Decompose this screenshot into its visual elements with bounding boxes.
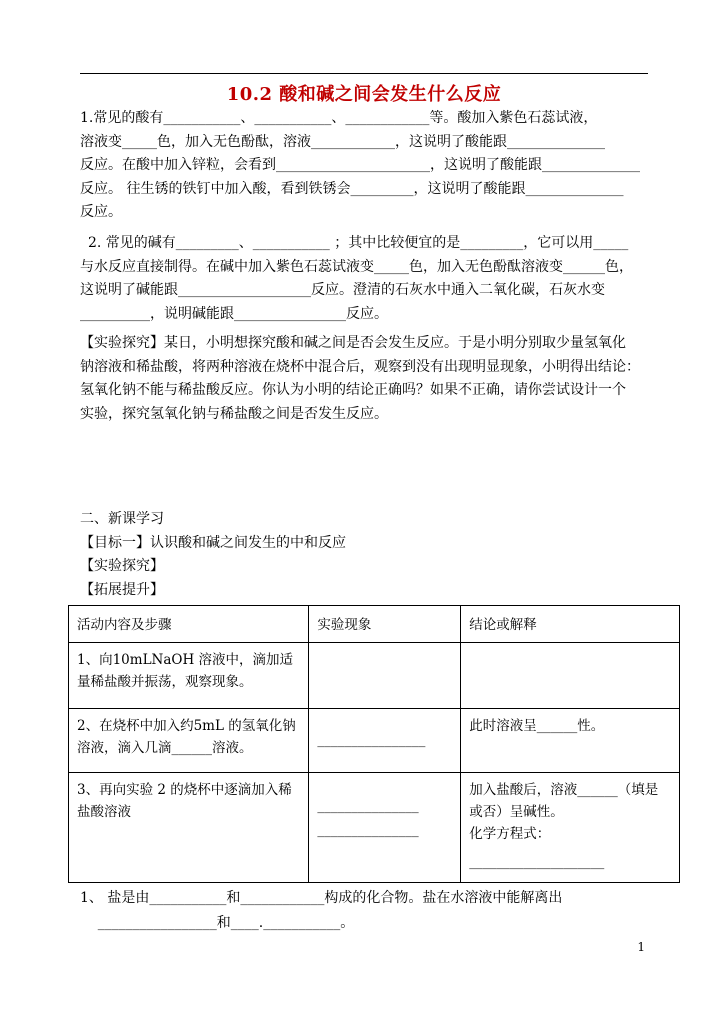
table-header-row <box>69 606 680 643</box>
salt-line-1: 1、 盐是由___________和____________构成的化合物。盐在水溶液中能解离出 <box>80 890 563 906</box>
inquiry-line-4: 实验，探究氢氧化钠与稀盐酸之间是否发生反应。 <box>80 405 388 422</box>
q1-line-4: 反应。 往生锈的铁钉中加入酸，看到铁锈会_________，这说明了酸能跟______________ <box>80 180 624 197</box>
header-rule <box>80 73 648 74</box>
row3-conclusion <box>461 773 680 883</box>
q1-line-2: 溶液变_____色，加入无色酚酞，溶液____________，这说明了酸能跟______________ <box>80 133 605 150</box>
experiment-table <box>68 605 680 883</box>
page-number: 1 <box>637 940 645 954</box>
table-row <box>69 643 680 709</box>
q1-line-5: 反应。 <box>80 204 122 220</box>
row3-phenomenon-blank-1: _______________ <box>317 798 419 814</box>
header-phenomenon: 实验现象 <box>309 606 461 643</box>
goal-one: 【目标一】认识酸和碱之间发生的中和反应 <box>80 534 346 551</box>
q1-line-3: 反应。在酸中加入锌粒，会看到______________________，这说明了酸能跟______________ <box>80 157 640 173</box>
q2-line-2: 与水反应直接制得。在碱中加入紫色石蕊试液变_____色，加入无色酚酞溶液变______色， <box>80 258 633 275</box>
row3-equation-label: 化学方程式： <box>469 826 551 842</box>
inquiry-line-2: 钠溶液和稀盐酸，将两种溶液在烧杯中混合后，观察到没有出现明显现象，小明得出结论： <box>80 358 640 375</box>
row3-equation-blank: ____________________ <box>469 854 605 870</box>
extend-improve: 【拓展提升】 <box>80 581 164 598</box>
salt-question <box>80 886 562 936</box>
experiment-inquiry <box>80 332 655 426</box>
page-title: 10.2 酸和碱之间会发生什么反应 <box>226 84 502 105</box>
row1-phenomenon <box>309 643 461 709</box>
row2-conclusion: 此时溶液呈______性。 <box>461 709 680 773</box>
section-heading: 二、新课学习 <box>80 511 164 527</box>
row2-phenomenon-blank: ________________ <box>317 732 426 748</box>
inquiry-line-1: 【实验探究】某日，小明想探究酸和碱之间是否会发生反应。于是小明分别取少量氢氧化 <box>80 335 626 351</box>
row3-phenomenon <box>309 773 461 883</box>
new-lesson-section <box>80 508 346 602</box>
question-1 <box>80 107 655 225</box>
row2-step: 2、在烧杯中加入约5mL 的氢氧化钠溶液，滴入几滴______溶液。 <box>69 709 309 773</box>
row2-phenomenon <box>309 709 461 773</box>
table-row <box>69 773 680 883</box>
row3-phenomenon-blank-2: _______________ <box>317 822 419 838</box>
q2-line-4: __________，说明碱能跟________________反应。 <box>80 305 388 322</box>
row3-step: 3、再向实验 2 的烧杯中逐滴加入稀盐酸溶液 <box>69 773 309 883</box>
header-conclusion: 结论或解释 <box>461 606 680 643</box>
row1-step: 1、向10mLNaOH 溶液中，滴加适量稀盐酸并振荡，观察现象。 <box>69 643 309 709</box>
experiment-explore: 【实验探究】 <box>80 558 164 574</box>
salt-line-2: _________________和____.___________。 <box>80 915 355 931</box>
header-steps: 活动内容及步骤 <box>69 606 309 643</box>
question-2 <box>80 232 655 326</box>
row1-conclusion <box>461 643 680 709</box>
q2-line-3: 这说明了碱能跟___________________反应。澄清的石灰水中通入二氧化碳，石灰水变 <box>80 282 605 298</box>
row3-conclusion-text: 加入盐酸后，溶液______（填是或否）呈碱性。 <box>469 782 659 820</box>
table-row <box>69 709 680 773</box>
inquiry-line-3: 氢氧化钠不能与稀盐酸反应。你认为小明的结论正确吗？如果不正确，请你尝试设计一个 <box>80 382 626 398</box>
q1-line-1: 1.常见的酸有___________、___________、____________等。酸加入紫色石蕊试液， <box>80 110 598 126</box>
q2-line-1: 2. 常见的碱有_________、___________ ；其中比较便宜的是_________，它可以用_____ <box>88 235 629 251</box>
